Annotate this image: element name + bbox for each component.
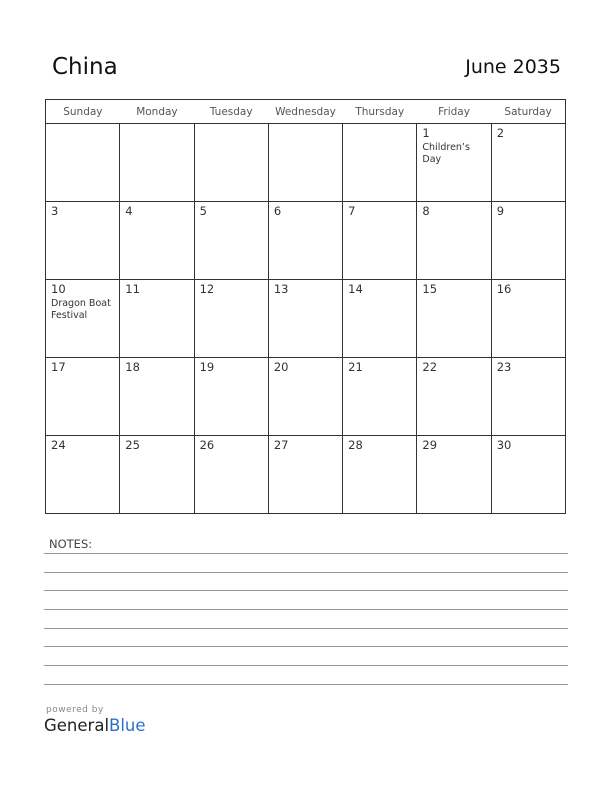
day-cell: [120, 436, 194, 514]
notes-line: [44, 665, 568, 666]
day-cell: [120, 280, 194, 358]
day-cell: [343, 202, 417, 280]
weekday-header-row: [46, 100, 566, 124]
day-number: 27: [273, 438, 289, 452]
day-cell: [268, 280, 342, 358]
day-cell: [491, 436, 565, 514]
day-number: 20: [273, 360, 289, 374]
day-cell: [343, 358, 417, 436]
day-number: 26: [199, 438, 215, 452]
day-number: 11: [125, 282, 140, 296]
day-cell: [46, 124, 120, 202]
day-number: 4: [125, 204, 133, 218]
day-number: 12: [199, 282, 215, 296]
day-number: 25: [125, 438, 140, 452]
day-cell: [268, 436, 342, 514]
day-cell: [194, 358, 268, 436]
day-number: 21: [348, 360, 363, 374]
day-number: 22: [422, 360, 438, 374]
day-number: 30: [496, 438, 512, 452]
weekday-friday: Friday: [417, 100, 491, 124]
day-cell: [268, 358, 342, 436]
day-number: 18: [125, 360, 140, 374]
week-row: [46, 280, 566, 358]
week-row: [46, 436, 566, 514]
day-number: 17: [51, 360, 66, 374]
weekday-sunday: Sunday: [46, 100, 120, 124]
day-number: 23: [496, 360, 512, 374]
notes-label: NOTES:: [49, 537, 93, 551]
day-cell: [343, 436, 417, 514]
day-number: 5: [199, 204, 207, 218]
day-cell: [417, 202, 491, 280]
day-cell: [491, 358, 565, 436]
notes-line: [44, 572, 568, 573]
weekday-saturday: Saturday: [491, 100, 565, 124]
weekday-thursday: Thursday: [343, 100, 417, 124]
week-row: [46, 202, 566, 280]
day-number: 8: [422, 204, 430, 218]
day-number: 10: [51, 282, 66, 296]
day-cell: [417, 124, 491, 202]
day-number: 14: [348, 282, 363, 296]
notes-line: [44, 684, 568, 685]
weekday-wednesday: Wednesday: [268, 100, 342, 124]
day-number: 19: [199, 360, 215, 374]
notes-line: [44, 590, 568, 591]
notes-line: [44, 628, 568, 629]
notes-line: [44, 609, 568, 610]
notes-line: [44, 646, 568, 647]
day-number: 9: [496, 204, 505, 218]
day-cell: [491, 202, 565, 280]
weekday-tuesday: Tuesday: [194, 100, 268, 124]
day-number: 13: [273, 282, 289, 296]
holiday-label: Dragon Boat Festival: [51, 298, 111, 321]
day-cell: [194, 202, 268, 280]
day-number: 15: [422, 282, 438, 296]
day-cell: [194, 280, 268, 358]
powered-by-text: powered by: [46, 705, 104, 715]
day-cell: [194, 436, 268, 514]
day-cell: [343, 280, 417, 358]
day-cell: [268, 124, 342, 202]
day-cell: [120, 358, 194, 436]
day-cell: [46, 202, 120, 280]
day-cell: [46, 436, 120, 514]
day-number: 16: [496, 282, 512, 296]
day-cell: [417, 436, 491, 514]
brand-general: General: [44, 716, 110, 735]
day-number: 29: [422, 438, 438, 452]
day-cell: [491, 124, 565, 202]
holiday-label: Children’s Day: [422, 142, 470, 165]
country-title: China: [52, 54, 118, 80]
day-number: 7: [348, 204, 356, 218]
brand-blue: Blue: [109, 716, 146, 735]
weekday-monday: Monday: [120, 100, 194, 124]
day-number: 1: [422, 126, 430, 140]
day-cell: [46, 280, 120, 358]
month-title: June 2035: [465, 56, 561, 78]
generalblue-logo[interactable]: [44, 716, 146, 735]
day-cell: [120, 202, 194, 280]
day-number: 2: [496, 126, 505, 140]
day-cell: [343, 124, 417, 202]
day-cell: [417, 280, 491, 358]
day-cell: [268, 202, 342, 280]
day-cell: [120, 124, 194, 202]
week-row: [46, 358, 566, 436]
day-number: 3: [51, 204, 59, 218]
day-cell: [491, 280, 565, 358]
day-cell: [417, 358, 491, 436]
calendar-grid: [45, 99, 566, 514]
day-cell: [46, 358, 120, 436]
day-number: 6: [273, 204, 282, 218]
week-row: [46, 124, 566, 202]
notes-line: [44, 553, 568, 554]
day-cell: [194, 124, 268, 202]
day-number: 28: [348, 438, 363, 452]
day-number: 24: [51, 438, 66, 452]
